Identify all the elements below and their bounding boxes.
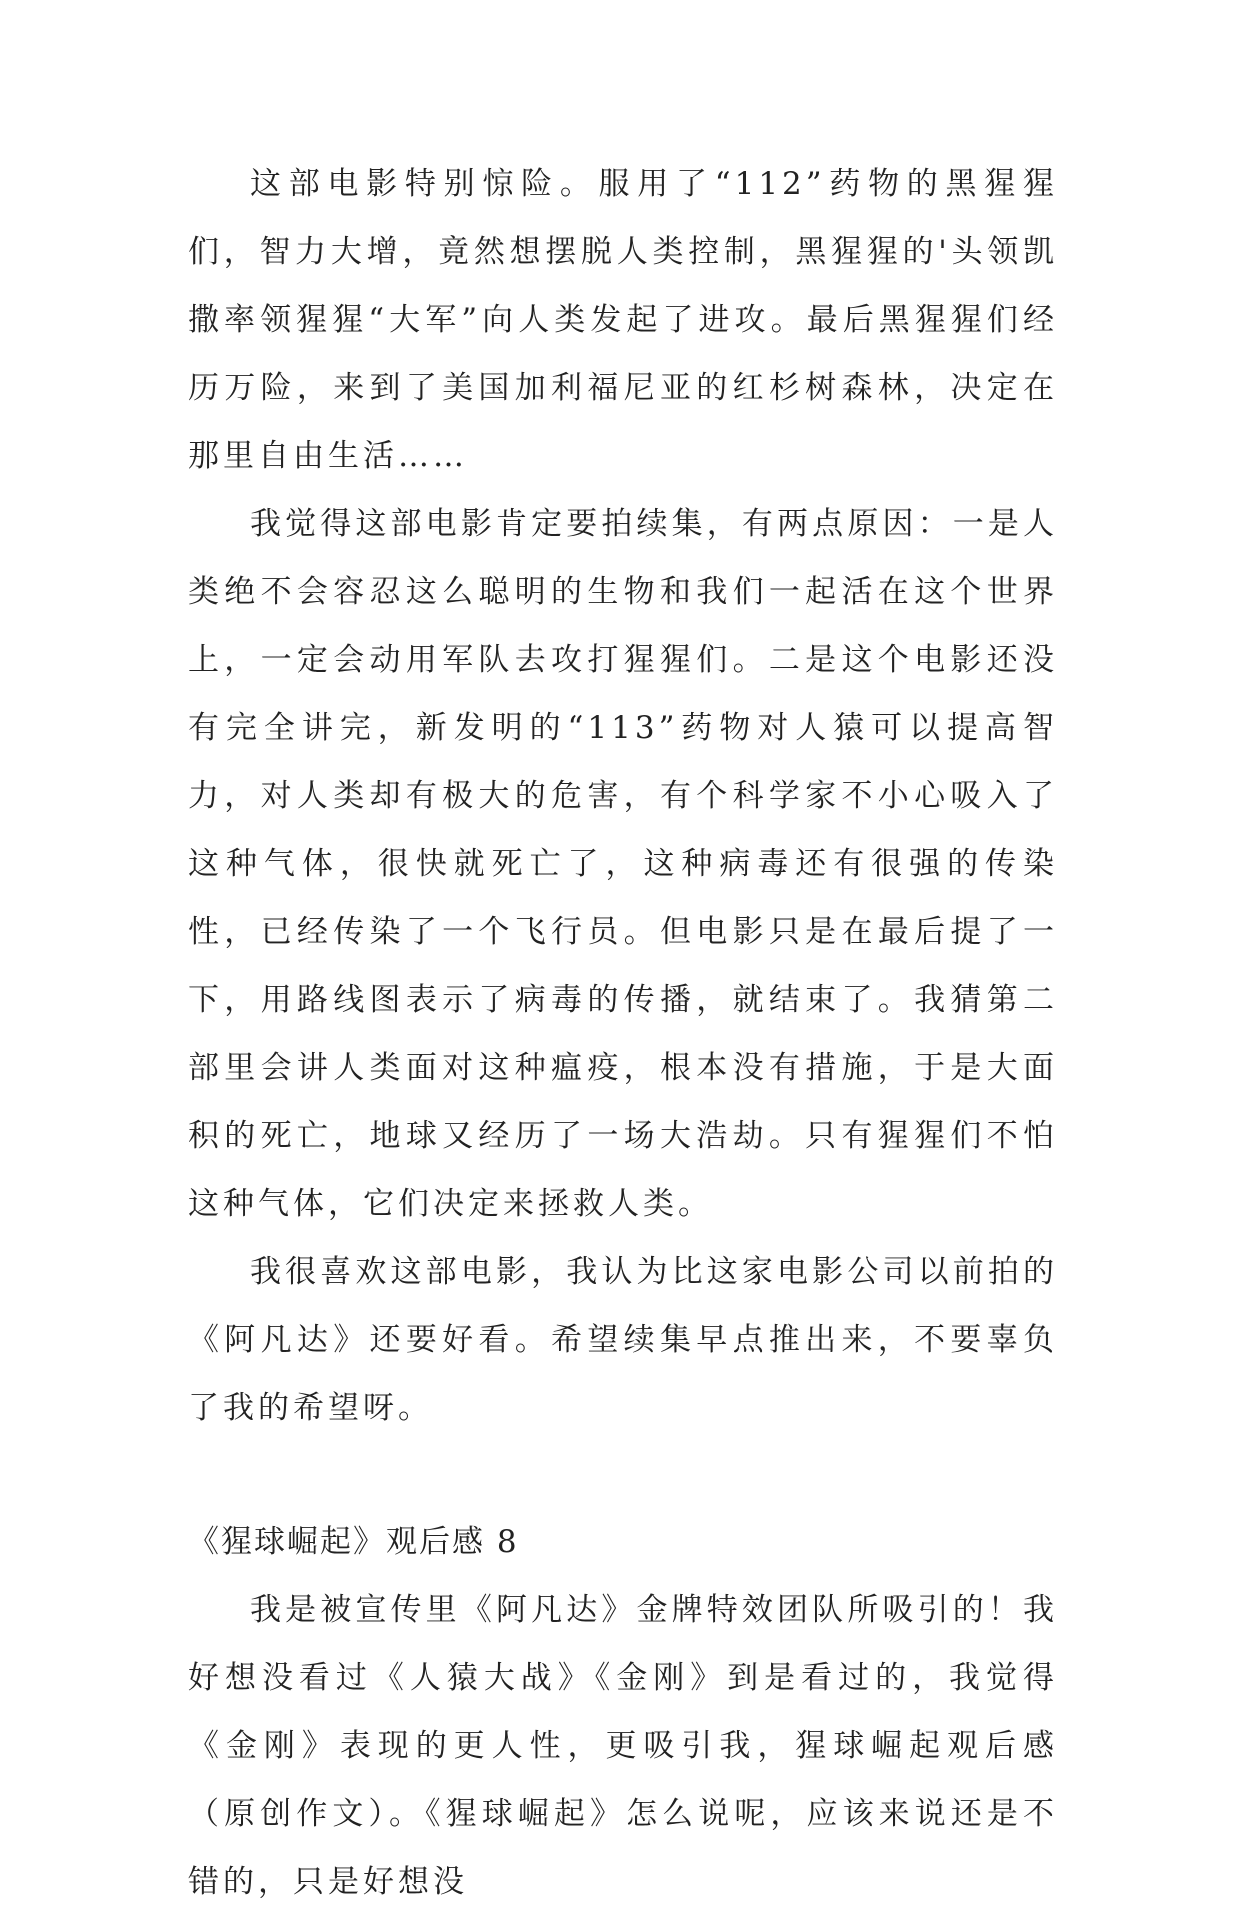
- paragraph-review-intro: 我是被宣传里《阿凡达》金牌特效团队所吸引的！我好想没看过《人猿大战》《金刚》到是看过的，我觉得《金刚》表现的更人性，更吸引我，猩球崛起观后感（原创作文）。《猩球崛起》怎么说呢，应该来说还是不错的，只是好想没: [188, 1592, 1058, 1900]
- section-heading: 《猩球崛起》观后感 8: [188, 1524, 519, 1560]
- paragraph-sequel-reasons: 我觉得这部电影肯定要拍续集，有两点原因：一是人类绝不会容忍这么聪明的生物和我们一起活在这个世界上，一定会动用军队去攻打猩猩们。二是这个电影还没有完全讲完，新发明的“113”药物对人猿可以提高智力，对人类却有极大的危害，有个科学家不小心吸入了这种气体，很快就死亡了，这种病毒还有很强的传染性，已经传染了一个飞行员。但电影只是在最后提了一下，用路线图表示了病毒的传播，就结束了。我猜第二部里会讲人类面对这种瘟疫，根本没有措施，于是大面积的死亡，地球又经历了一场大浩劫。只有猩猩们不怕这种气体，它们决定来拯救人类。: [188, 506, 1058, 1222]
- document-body: [188, 150, 1058, 1916]
- paragraph-plot-summary: 这部电影特别惊险。服用了“112”药物的黑猩猩们，智力大增，竟然想摆脱人类控制，黑猩猩的'头领凯撒率领猩猩“大军”向人类发起了进攻。最后黑猩猩们经历万险，来到了美国加利福尼亚的红杉树森林，决定在那里自由生活……: [188, 166, 1058, 474]
- paragraph-conclusion: 我很喜欢这部电影，我认为比这家电影公司以前拍的《阿凡达》还要好看。希望续集早点推出来，不要辜负了我的希望呀。: [188, 1254, 1058, 1426]
